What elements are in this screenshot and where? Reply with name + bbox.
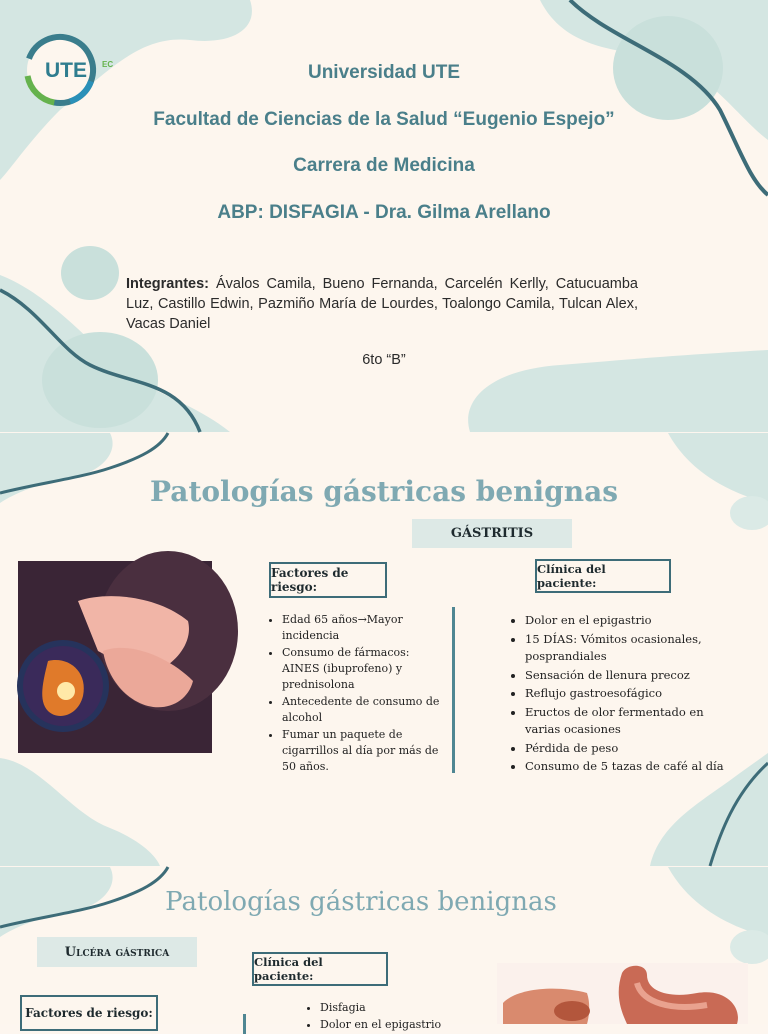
list-item: • Edad 65 años→Mayor incidencia [282,612,450,644]
slide2-title: Patologías gástricas benignas [150,475,618,508]
list-item: • Eructos de olor fermentado en varias ocasiones [525,704,725,739]
risk-factors-label: Factores de riesgo: [269,562,387,598]
abdomen-illustration-icon [18,561,212,753]
divider [243,1014,246,1034]
list-item: • Pérdida de peso [525,740,725,758]
clinic-label: Clínica del paciente: [535,559,671,593]
list-item: • Consumo de fármacos: AINES (ibuprofeno) y prednisolona [282,645,450,693]
clinic-list [507,612,725,777]
course-label: 6to “B” [362,352,406,368]
clinic-list [302,1000,500,1034]
risk-factors-list [264,612,450,776]
divider [452,607,455,773]
list-item: • Sensación de llenura precoz [525,667,725,685]
list-item: • Fumar un paquete de cigarrillos al día por más de 50 años. [282,727,450,775]
ute-logo-suffix: EC [102,60,114,69]
slide-gastric-ulcer [0,867,768,1031]
ulcer-image [497,963,748,1024]
subtitle-ulcer: Ulcéra gástrica [37,937,197,967]
members-label: Integrantes: [126,276,209,292]
members-paragraph [126,274,638,334]
list-item: • Antecedente de consumo de alcohol [282,694,450,726]
list-item: • Dolor en el epigastrio [320,1017,500,1033]
risk-factors-label: Factores de riesgo: [20,995,158,1031]
subtitle-gastritis: GÁSTRITIS [412,519,572,548]
list-item: • Disfagia [320,1000,500,1016]
list-item: • 15 DÍAS: Vómitos ocasionales, posprandiales [525,631,725,666]
clinic-label: Clínica del paciente: [252,952,388,986]
list-item: • Dolor en el epigastrio [525,612,725,630]
career-name: Carrera de Medicina [293,155,475,176]
stomach-pain-image [18,561,212,753]
ute-logo-text: UTE [45,59,87,82]
slide-gastritis [0,433,768,866]
faculty-name: Facultad de Ciencias de la Salud “Eugenio Espejo” [153,109,615,130]
slide-title [0,0,768,432]
members-text: Ávalos Camila, Bueno Fernanda, Carcelén Kerlly, Catucuamba Luz, Castillo Edwin, Pazmiño María de Lourdes, Toalongo Camila, Tulcan Alex, Vacas Daniel [126,276,638,332]
university-name: Universidad UTE [307,62,461,83]
list-item: • Reflujo gastroesofágico [525,685,725,703]
slide3-title: Patologías gástricas benignas [165,887,557,917]
abp-title: ABP: DISFAGIA - Dra. Gilma Arellano [217,202,551,223]
list-item: • Consumo de 5 tazas de café al día [525,758,725,776]
ulcer-illustration-icon [497,963,748,1024]
